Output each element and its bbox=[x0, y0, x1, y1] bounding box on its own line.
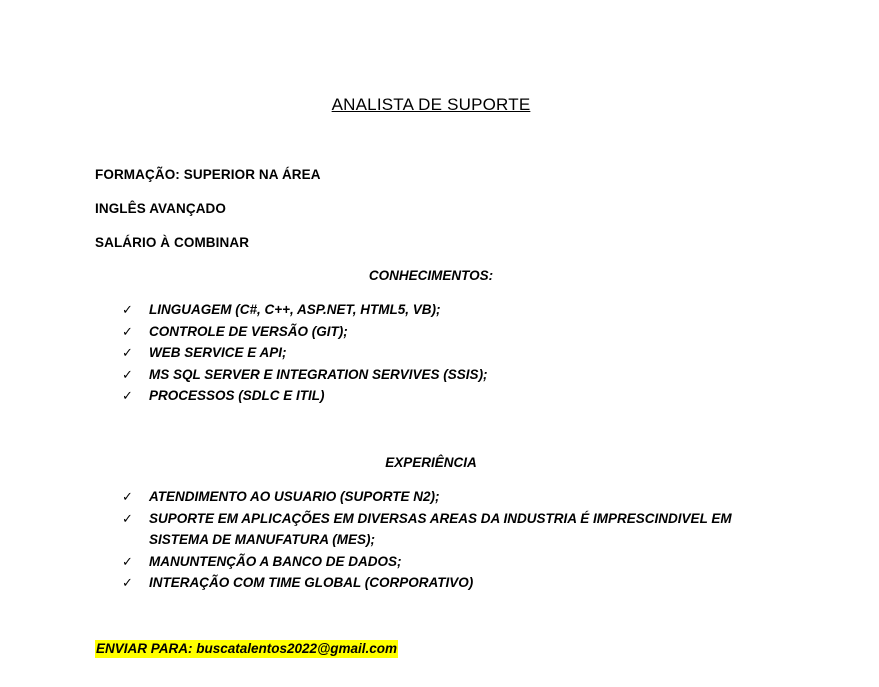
knowledge-heading: CONHECIMENTOS: bbox=[368, 268, 494, 283]
list-item-label: CONTROLE DE VERSÃO (GIT); bbox=[149, 323, 348, 339]
job-title: ANALISTA DE SUPORTE bbox=[331, 95, 531, 114]
list-item-label: MANUNTENÇÃO A BANCO DE DADOS; bbox=[149, 553, 402, 569]
check-icon: ✓ bbox=[122, 388, 133, 403]
list-item bbox=[122, 299, 769, 321]
check-icon: ✓ bbox=[122, 575, 133, 590]
requirement-salary: SALÁRIO À COMBINAR bbox=[95, 235, 250, 250]
list-item bbox=[122, 364, 769, 386]
requirement-english: INGLÊS AVANÇADO bbox=[95, 201, 227, 216]
check-icon: ✓ bbox=[122, 510, 133, 526]
check-icon: ✓ bbox=[122, 302, 133, 317]
send-to-contact: ENVIAR PARA: buscatalentos2022@gmail.com bbox=[96, 641, 397, 656]
list-item-label: INTERAÇÃO COM TIME GLOBAL (CORPORATIVO) bbox=[149, 575, 474, 590]
list-item-label: LINGUAGEM (C#, C++, ASP.NET, HTML5, VB); bbox=[149, 302, 441, 317]
experience-heading: EXPERIÊNCIA bbox=[385, 455, 477, 470]
requirement-education: FORMAÇÃO: SUPERIOR NA ÁREA bbox=[95, 167, 321, 182]
list-item bbox=[122, 321, 769, 343]
experience-list bbox=[122, 486, 769, 594]
list-item-label: SUPORTE EM APLICAÇÕES EM DIVERSAS AREAS DA INDUSTRIA É IMPRESCINDIVEL EM SISTEMA DE MANUFATURA (MES); bbox=[149, 510, 732, 547]
list-item-label: MS SQL SERVER E INTEGRATION SERVIVES (SSIS); bbox=[149, 366, 488, 382]
list-item bbox=[122, 342, 769, 364]
list-item bbox=[122, 572, 769, 594]
list-item bbox=[122, 551, 769, 573]
list-item bbox=[122, 385, 769, 407]
check-icon: ✓ bbox=[122, 345, 133, 360]
check-icon: ✓ bbox=[122, 489, 133, 504]
list-item bbox=[122, 486, 769, 508]
list-item bbox=[122, 508, 769, 551]
list-item-label: PROCESSOS (SDLC E ITIL) bbox=[149, 388, 325, 403]
check-icon: ✓ bbox=[122, 553, 133, 569]
list-item-label: ATENDIMENTO AO USUARIO (SUPORTE N2); bbox=[149, 489, 440, 504]
check-icon: ✓ bbox=[122, 366, 133, 382]
knowledge-list bbox=[122, 299, 769, 407]
list-item-label: WEB SERVICE E API; bbox=[149, 345, 287, 360]
check-icon: ✓ bbox=[122, 323, 133, 339]
